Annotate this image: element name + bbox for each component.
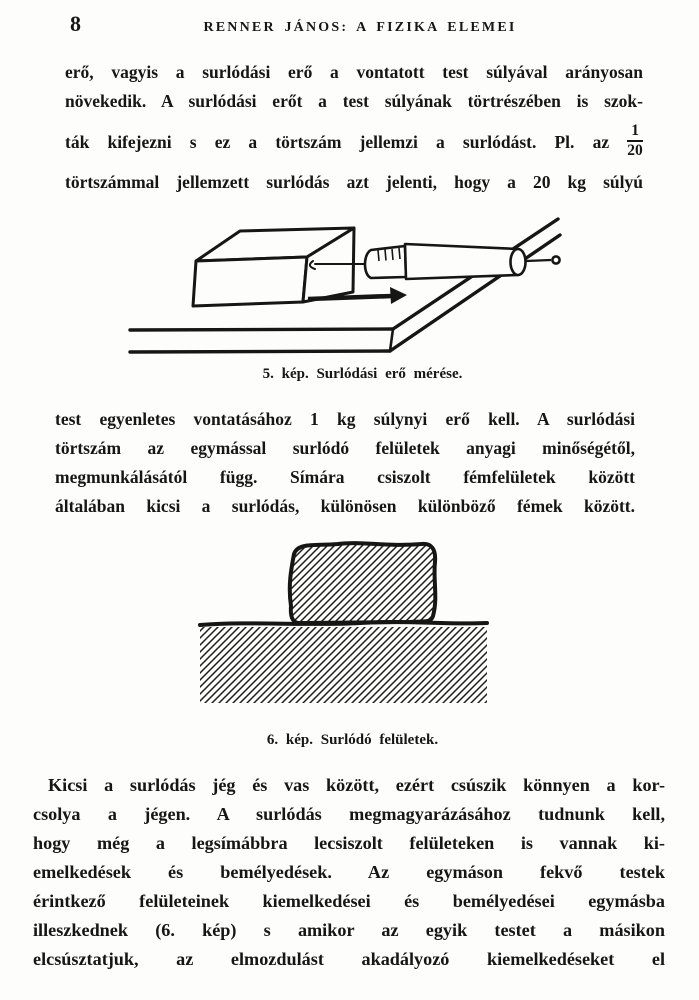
text-line: hogy még a legsímábbra lecsiszolt felületeken is vannak ki- [33, 833, 665, 853]
text-segment: ták kifejezni s ez a törtszám jellemzi a surlódást. Pl. az [65, 132, 610, 152]
text-line: törtszámmal jellemzett surlódás azt jelenti, hogy a 20 kg súlyú [65, 172, 643, 192]
text-line: elcsúsztatjuk, az elmozdulást akadályozó kiemelkedéseket el [33, 949, 665, 969]
text-line: általában kicsi a surlódás, különösen különböző fémek között. [55, 496, 635, 516]
fraction-numerator: 1 [627, 123, 643, 142]
figure-5-caption: 5. kép. Surlódási erő mérése. [262, 366, 463, 382]
spring-scale-drawing [365, 244, 560, 279]
text-line: megmunkálásától függ. Símára csiszolt fémfelületek között [55, 467, 635, 487]
figure-friction-measurement [90, 213, 670, 365]
figure-6-caption: 6. kép. Surlódó felületek. [266, 732, 439, 748]
inline-fraction [627, 123, 643, 160]
paragraph-friction-number [55, 405, 635, 521]
fraction-denominator: 20 [627, 142, 643, 160]
hatched-ground-drawing [200, 627, 487, 703]
wooden-block-drawing [193, 228, 354, 306]
text-line: növekedik. A surlódási erőt a test súlyának törtrészében is szok- [65, 91, 643, 111]
running-header: RENNER JÁNOS: A FIZIKA ELEMEI [203, 20, 517, 35]
figure-contacting-surfaces [190, 536, 510, 708]
text-line: Kicsi a surlódás jég és vas között, ezért csúszik könnyen a kor- [48, 775, 665, 795]
text-line-with-fraction [65, 116, 643, 168]
ground-surface-line [200, 622, 487, 625]
text-line: emelkedések és bemélyedések. Az egymáson fekvő testek [33, 862, 665, 882]
paragraph-friction-fraction [65, 58, 643, 197]
text-line: csolya a jégen. A surlódás megmagyarázásához tudnunk kell, [33, 804, 665, 824]
hatched-block-drawing [290, 543, 436, 623]
text-line: érintkező felületeinek kiemelkedései és bemélyedései egymásba [33, 891, 665, 911]
text-line: illeszkednek (6. kép) s amikor az egyik testet a másikon [33, 920, 665, 940]
text-line: erő, vagyis a surlódási erő a vontatott test súlyával arányosan [65, 62, 643, 82]
text-line: törtszám az egymással surlódó felületek anyagi minőségétől, [55, 438, 635, 458]
text-line: test egyenletes vontatásához 1 kg súlynyi erő kell. A surlódási [55, 409, 635, 429]
paragraph-friction-explanation [33, 771, 665, 974]
page-number: 8 [70, 11, 81, 36]
